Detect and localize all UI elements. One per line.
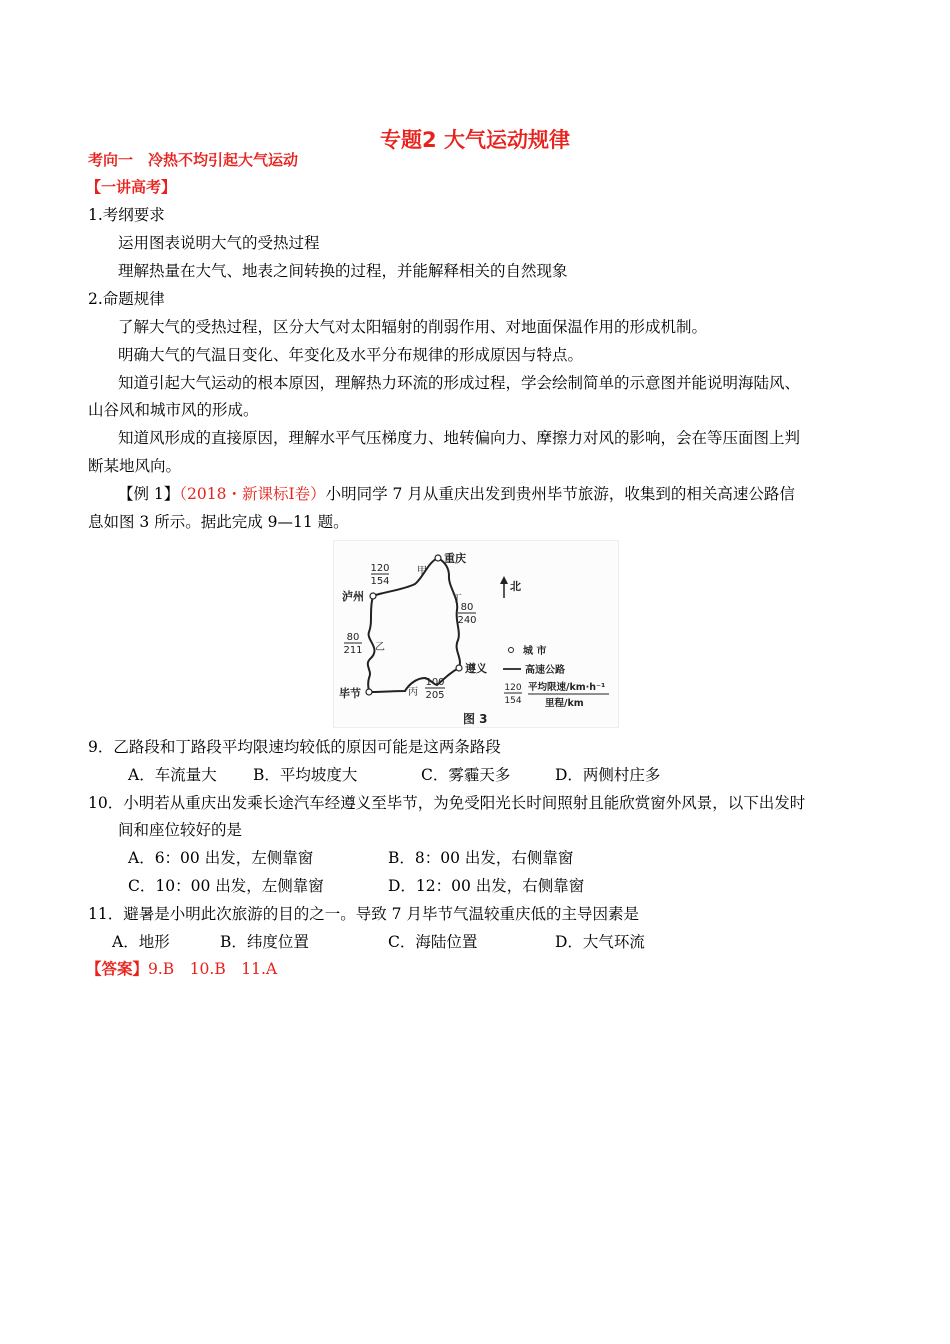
segment-name: 甲	[417, 566, 427, 577]
question-9-stem: 9．乙路段和丁路段平均限速均较低的原因可能是这两条路段	[88, 738, 501, 756]
svg-text:北: 北	[510, 580, 521, 593]
question-10-stem-cont: 间和座位较好的是	[118, 821, 243, 839]
segment-name: 丁	[452, 594, 462, 605]
svg-text:120: 120	[504, 683, 522, 693]
question-11-stem: 11．避暑是小明此次旅游的目的之一。导致 7 月毕节气温较重庆低的主导因素是	[88, 905, 639, 923]
svg-text:240: 240	[457, 615, 477, 626]
question-11-option: A．地形	[112, 933, 170, 951]
item1-title: 1.考纲要求	[88, 206, 165, 224]
answer-text: 9.B 10.B 11.A	[148, 960, 278, 978]
city-name: 遵义	[465, 662, 487, 675]
item1-line: 理解热量在大气、地表之间转换的过程，并能解释相关的自然现象	[118, 262, 568, 280]
item2-line: 知道风形成的直接原因，理解水平气压梯度力、地转偏向力、摩擦力对风的影响，会在等压面图上判	[118, 429, 801, 447]
city-marker-luzhou	[370, 593, 376, 599]
question-10-option: C．10：00 出发，左侧靠窗	[128, 877, 324, 895]
svg-text:154: 154	[370, 576, 390, 587]
legend-city-icon	[509, 648, 514, 653]
question-11-option: D．大气环流	[555, 933, 645, 951]
example-label: 【例 1】	[118, 485, 180, 503]
section-heading: 考向一 冷热不均引起大气运动	[88, 151, 299, 169]
page-title: 专题2 大气运动规律	[380, 128, 570, 152]
question-10-option: A．6：00 出发，左侧靠窗	[128, 849, 314, 867]
example-source: （2018・新课标Ⅰ卷）	[179, 485, 326, 503]
svg-text:里程/km: 里程/km	[545, 698, 584, 709]
question-10-option: B．8：00 出发，右侧靠窗	[388, 849, 574, 867]
city-name: 毕节	[339, 687, 361, 700]
item1-line: 运用图表说明大气的受热过程	[118, 234, 320, 252]
example-line-2: 息如图 3 所示。据此完成 9—11 题。	[88, 513, 349, 531]
question-9-option: D．两侧村庄多	[555, 766, 661, 784]
svg-text:高速公路: 高速公路	[525, 665, 565, 676]
answer-label: 【答案】	[86, 960, 149, 978]
city-name: 泸州	[342, 590, 364, 603]
city-marker-chongqing	[435, 555, 441, 561]
example-line	[118, 484, 795, 504]
city-marker-bijie	[366, 689, 372, 695]
figure-caption: 图 3	[463, 712, 488, 726]
svg-text:211: 211	[343, 645, 363, 656]
svg-text:120: 120	[370, 563, 390, 574]
item2-line: 山谷风和城市风的形成。	[88, 401, 259, 419]
question-11-option: C．海陆位置	[388, 933, 478, 951]
svg-text:154: 154	[504, 696, 522, 706]
svg-text:100: 100	[425, 677, 445, 688]
segment-name: 乙	[375, 642, 385, 653]
question-10-option: D．12：00 出发，右侧靠窗	[388, 877, 585, 895]
svg-text:80: 80	[460, 602, 474, 613]
svg-text:城 市: 城 市	[523, 646, 547, 657]
svg-text:平均限速/km·h⁻¹: 平均限速/km·h⁻¹	[528, 682, 606, 693]
question-10-stem: 10．小明若从重庆出发乘长途汽车经遵义至毕节，为免受阳光长时间照射且能欣赏窗外风景，以下出发时	[88, 794, 806, 812]
city-name: 重庆	[444, 552, 466, 565]
example-text: 小明同学 7 月从重庆出发到贵州毕节旅游，收集到的相关高速公路信	[325, 485, 795, 503]
bracket-heading: 【一讲高考】	[86, 178, 177, 196]
answer-line	[86, 959, 277, 979]
svg-text:205: 205	[425, 690, 445, 701]
svg-text:80: 80	[346, 632, 360, 643]
city-marker-zunyi	[456, 665, 462, 671]
segment-name: 丙	[408, 687, 418, 698]
highway-map	[333, 540, 619, 728]
item2-line: 了解大气的受热过程，区分大气对太阳辐射的削弱作用、对地面保温作用的形成机制。	[118, 318, 708, 336]
item2-line: 明确大气的气温日变化、年变化及水平分布规律的形成原因与特点。	[118, 346, 584, 364]
question-9-option: C．雾霾天多	[421, 766, 511, 784]
item2-line: 断某地风向。	[88, 457, 182, 475]
question-9-option: B．平均坡度大	[253, 766, 358, 784]
highway-map-figure	[333, 540, 619, 728]
item2-line: 知道引起大气运动的根本原因，理解热力环流的形成过程，学会绘制简单的示意图并能说明海陆风、	[118, 374, 801, 392]
item2-title: 2.命题规律	[88, 290, 165, 308]
question-9-option: A．车流量大	[128, 766, 217, 784]
question-11-option: B．纬度位置	[220, 933, 309, 951]
